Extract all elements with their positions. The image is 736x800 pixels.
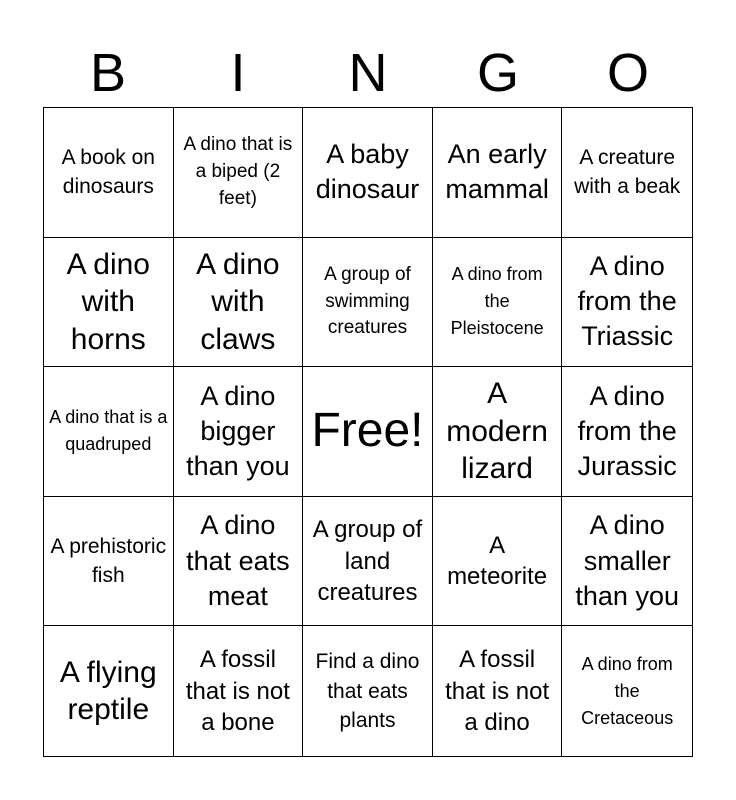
header-letter-o: O: [606, 43, 649, 103]
bingo-cell[interactable]: A dino that is a quadruped: [44, 367, 174, 497]
bingo-board: [43, 107, 693, 757]
bingo-cell[interactable]: A dino bigger than you: [174, 367, 304, 497]
bingo-cell[interactable]: A prehistoric fish: [44, 497, 174, 627]
bingo-cell[interactable]: A flying reptile: [44, 626, 174, 756]
bingo-cell[interactable]: A dino from the Jurassic: [562, 367, 692, 497]
bingo-cell[interactable]: A dino from the Pleistocene: [433, 238, 563, 368]
bingo-cell[interactable]: A fossil that is not a bone: [174, 626, 304, 756]
bingo-cell[interactable]: A baby dinosaur: [303, 108, 433, 238]
header-letter-i: I: [230, 43, 246, 103]
free-space[interactable]: Free!: [303, 367, 433, 497]
header-letter-b: B: [89, 43, 127, 103]
bingo-header: [43, 40, 693, 106]
bingo-cell[interactable]: A dino with horns: [44, 238, 174, 368]
bingo-cell[interactable]: A group of swimming creatures: [303, 238, 433, 368]
bingo-cell[interactable]: A dino that eats meat: [174, 497, 304, 627]
bingo-cell[interactable]: A dino from the Triassic: [562, 238, 692, 368]
bingo-cell[interactable]: A dino with claws: [174, 238, 304, 368]
bingo-cell[interactable]: A creature with a beak: [562, 108, 692, 238]
bingo-cell[interactable]: Find a dino that eats plants: [303, 626, 433, 756]
header-letter-n: N: [348, 43, 388, 103]
bingo-cell[interactable]: A dino that is a biped (2 feet): [174, 108, 304, 238]
bingo-cell[interactable]: A book on dinosaurs: [44, 108, 174, 238]
bingo-cell[interactable]: A meteorite: [433, 497, 563, 627]
bingo-cell[interactable]: A modern lizard: [433, 367, 563, 497]
bingo-cell[interactable]: A dino smaller than you: [562, 497, 692, 627]
bingo-cell[interactable]: A dino from the Cretaceous: [581, 653, 674, 728]
bingo-cell[interactable]: An early mammal: [433, 108, 563, 238]
header-letter-g: G: [476, 43, 519, 103]
bingo-cell[interactable]: A group of land creatures: [303, 497, 433, 627]
bingo-cell[interactable]: A fossil that is not a dino: [433, 626, 563, 756]
